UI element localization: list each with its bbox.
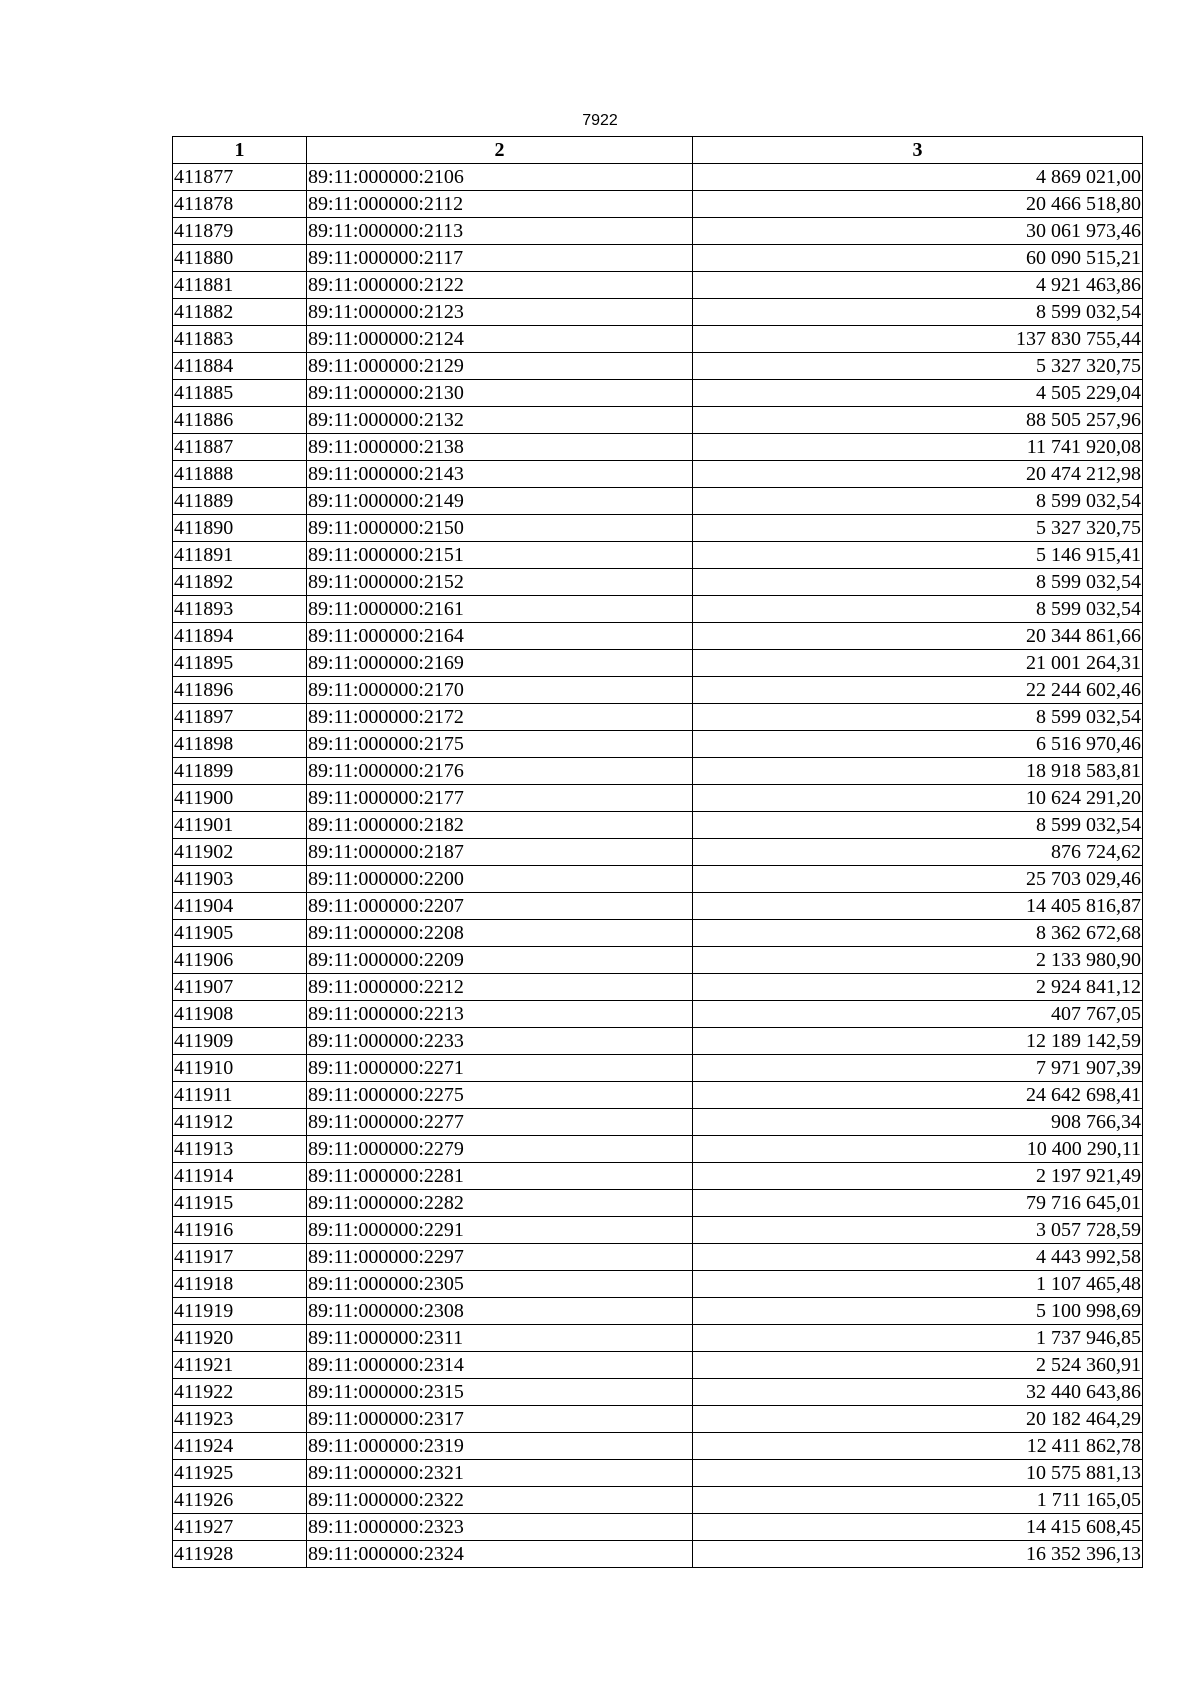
table-row — [173, 1136, 1143, 1163]
cadastral-number-cell: 89:11:000000:2151 — [307, 542, 693, 569]
row-number-cell: 411891 — [173, 542, 307, 569]
cadastral-number-cell: 89:11:000000:2315 — [307, 1379, 693, 1406]
cadastral-number-cell: 89:11:000000:2271 — [307, 1055, 693, 1082]
value-cell: 20 474 212,98 — [693, 461, 1143, 488]
value-cell: 24 642 698,41 — [693, 1082, 1143, 1109]
value-cell: 25 703 029,46 — [693, 866, 1143, 893]
row-number-cell: 411922 — [173, 1379, 307, 1406]
row-number-cell: 411920 — [173, 1325, 307, 1352]
value-cell: 10 624 291,20 — [693, 785, 1143, 812]
row-number-cell: 411919 — [173, 1298, 307, 1325]
value-cell: 5 327 320,75 — [693, 353, 1143, 380]
value-cell: 10 400 290,11 — [693, 1136, 1143, 1163]
value-cell: 1 711 165,05 — [693, 1487, 1143, 1514]
value-cell: 1 737 946,85 — [693, 1325, 1143, 1352]
cadastral-number-cell: 89:11:000000:2177 — [307, 785, 693, 812]
row-number-cell: 411900 — [173, 785, 307, 812]
cadastral-number-cell: 89:11:000000:2321 — [307, 1460, 693, 1487]
row-number-cell: 411892 — [173, 569, 307, 596]
table-row — [173, 515, 1143, 542]
table-row — [173, 407, 1143, 434]
row-number-cell: 411907 — [173, 974, 307, 1001]
row-number-cell: 411926 — [173, 1487, 307, 1514]
value-cell: 20 344 861,66 — [693, 623, 1143, 650]
table-row — [173, 1190, 1143, 1217]
table-row — [173, 1298, 1143, 1325]
value-cell: 21 001 264,31 — [693, 650, 1143, 677]
table-row — [173, 839, 1143, 866]
table-row — [173, 866, 1143, 893]
cadastral-number-cell: 89:11:000000:2311 — [307, 1325, 693, 1352]
row-number-cell: 411893 — [173, 596, 307, 623]
table-row — [173, 974, 1143, 1001]
cadastral-number-cell: 89:11:000000:2322 — [307, 1487, 693, 1514]
table-row — [173, 812, 1143, 839]
value-cell: 8 599 032,54 — [693, 569, 1143, 596]
value-cell: 407 767,05 — [693, 1001, 1143, 1028]
table-row — [173, 1406, 1143, 1433]
table-row — [173, 1082, 1143, 1109]
header-row — [173, 137, 1143, 164]
row-number-cell: 411881 — [173, 272, 307, 299]
table-row — [173, 461, 1143, 488]
cadastral-number-cell: 89:11:000000:2308 — [307, 1298, 693, 1325]
table-row — [173, 920, 1143, 947]
value-cell: 8 599 032,54 — [693, 704, 1143, 731]
value-cell: 14 415 608,45 — [693, 1514, 1143, 1541]
cadastral-number-cell: 89:11:000000:2130 — [307, 380, 693, 407]
value-cell: 16 352 396,13 — [693, 1541, 1143, 1568]
row-number-cell: 411911 — [173, 1082, 307, 1109]
value-cell: 10 575 881,13 — [693, 1460, 1143, 1487]
row-number-cell: 411928 — [173, 1541, 307, 1568]
value-cell: 14 405 816,87 — [693, 893, 1143, 920]
cadastral-number-cell: 89:11:000000:2297 — [307, 1244, 693, 1271]
cadastral-number-cell: 89:11:000000:2187 — [307, 839, 693, 866]
table-row — [173, 1244, 1143, 1271]
table-row — [173, 434, 1143, 461]
row-number-cell: 411910 — [173, 1055, 307, 1082]
cadastral-number-cell: 89:11:000000:2291 — [307, 1217, 693, 1244]
column-header-2: 2 — [307, 137, 693, 164]
value-cell: 8 599 032,54 — [693, 812, 1143, 839]
row-number-cell: 411905 — [173, 920, 307, 947]
table-row — [173, 1028, 1143, 1055]
column-header-1: 1 — [173, 137, 307, 164]
cadastral-number-cell: 89:11:000000:2122 — [307, 272, 693, 299]
row-number-cell: 411917 — [173, 1244, 307, 1271]
value-cell: 30 061 973,46 — [693, 218, 1143, 245]
value-cell: 4 443 992,58 — [693, 1244, 1143, 1271]
row-number-cell: 411887 — [173, 434, 307, 461]
value-cell: 2 924 841,12 — [693, 974, 1143, 1001]
row-number-cell: 411878 — [173, 191, 307, 218]
cadastral-number-cell: 89:11:000000:2124 — [307, 326, 693, 353]
table-row — [173, 947, 1143, 974]
table-row — [173, 1433, 1143, 1460]
value-cell: 12 411 862,78 — [693, 1433, 1143, 1460]
row-number-cell: 411906 — [173, 947, 307, 974]
row-number-cell: 411915 — [173, 1190, 307, 1217]
row-number-cell: 411894 — [173, 623, 307, 650]
row-number-cell: 411921 — [173, 1352, 307, 1379]
table-row — [173, 1055, 1143, 1082]
table-row — [173, 785, 1143, 812]
cadastral-number-cell: 89:11:000000:2164 — [307, 623, 693, 650]
cadastral-number-cell: 89:11:000000:2170 — [307, 677, 693, 704]
table-row — [173, 1352, 1143, 1379]
table-body — [173, 164, 1143, 1568]
value-cell: 22 244 602,46 — [693, 677, 1143, 704]
cadastral-number-cell: 89:11:000000:2169 — [307, 650, 693, 677]
table-row — [173, 488, 1143, 515]
table-row — [173, 1379, 1143, 1406]
cadastral-number-cell: 89:11:000000:2152 — [307, 569, 693, 596]
table-row — [173, 542, 1143, 569]
value-cell: 1 107 465,48 — [693, 1271, 1143, 1298]
row-number-cell: 411888 — [173, 461, 307, 488]
value-cell: 2 524 360,91 — [693, 1352, 1143, 1379]
registry-table — [172, 136, 1143, 1568]
cadastral-number-cell: 89:11:000000:2175 — [307, 731, 693, 758]
row-number-cell: 411882 — [173, 299, 307, 326]
value-cell: 18 918 583,81 — [693, 758, 1143, 785]
table-row — [173, 218, 1143, 245]
cadastral-number-cell: 89:11:000000:2233 — [307, 1028, 693, 1055]
value-cell: 4 869 021,00 — [693, 164, 1143, 191]
cadastral-number-cell: 89:11:000000:2323 — [307, 1514, 693, 1541]
row-number-cell: 411884 — [173, 353, 307, 380]
cadastral-number-cell: 89:11:000000:2132 — [307, 407, 693, 434]
cadastral-number-cell: 89:11:000000:2129 — [307, 353, 693, 380]
cadastral-number-cell: 89:11:000000:2319 — [307, 1433, 693, 1460]
cadastral-number-cell: 89:11:000000:2138 — [307, 434, 693, 461]
value-cell: 32 440 643,86 — [693, 1379, 1143, 1406]
table-row — [173, 245, 1143, 272]
row-number-cell: 411914 — [173, 1163, 307, 1190]
row-number-cell: 411902 — [173, 839, 307, 866]
value-cell: 88 505 257,96 — [693, 407, 1143, 434]
table-row — [173, 623, 1143, 650]
cadastral-number-cell: 89:11:000000:2176 — [307, 758, 693, 785]
cadastral-number-cell: 89:11:000000:2213 — [307, 1001, 693, 1028]
value-cell: 876 724,62 — [693, 839, 1143, 866]
row-number-cell: 411899 — [173, 758, 307, 785]
value-cell: 11 741 920,08 — [693, 434, 1143, 461]
row-number-cell: 411909 — [173, 1028, 307, 1055]
table-row — [173, 299, 1143, 326]
table-row — [173, 272, 1143, 299]
row-number-cell: 411918 — [173, 1271, 307, 1298]
table-row — [173, 1271, 1143, 1298]
value-cell: 4 505 229,04 — [693, 380, 1143, 407]
value-cell: 6 516 970,46 — [693, 731, 1143, 758]
table-row — [173, 569, 1143, 596]
row-number-cell: 411903 — [173, 866, 307, 893]
row-number-cell: 411880 — [173, 245, 307, 272]
value-cell: 8 599 032,54 — [693, 299, 1143, 326]
value-cell: 5 100 998,69 — [693, 1298, 1143, 1325]
row-number-cell: 411889 — [173, 488, 307, 515]
value-cell: 12 189 142,59 — [693, 1028, 1143, 1055]
value-cell: 5 146 915,41 — [693, 542, 1143, 569]
cadastral-number-cell: 89:11:000000:2112 — [307, 191, 693, 218]
cadastral-number-cell: 89:11:000000:2208 — [307, 920, 693, 947]
table-row — [173, 353, 1143, 380]
value-cell: 2 197 921,49 — [693, 1163, 1143, 1190]
row-number-cell: 411916 — [173, 1217, 307, 1244]
row-number-cell: 411925 — [173, 1460, 307, 1487]
table-row — [173, 758, 1143, 785]
table-row — [173, 1001, 1143, 1028]
table-row — [173, 1217, 1143, 1244]
table-row — [173, 893, 1143, 920]
row-number-cell: 411927 — [173, 1514, 307, 1541]
table-row — [173, 1460, 1143, 1487]
row-number-cell: 411898 — [173, 731, 307, 758]
cadastral-number-cell: 89:11:000000:2209 — [307, 947, 693, 974]
table-row — [173, 191, 1143, 218]
table-row — [173, 596, 1143, 623]
cadastral-number-cell: 89:11:000000:2324 — [307, 1541, 693, 1568]
value-cell: 2 133 980,90 — [693, 947, 1143, 974]
cadastral-number-cell: 89:11:000000:2161 — [307, 596, 693, 623]
table-row — [173, 1514, 1143, 1541]
value-cell: 8 362 672,68 — [693, 920, 1143, 947]
cadastral-number-cell: 89:11:000000:2149 — [307, 488, 693, 515]
cadastral-number-cell: 89:11:000000:2281 — [307, 1163, 693, 1190]
cadastral-number-cell: 89:11:000000:2143 — [307, 461, 693, 488]
row-number-cell: 411886 — [173, 407, 307, 434]
cadastral-number-cell: 89:11:000000:2275 — [307, 1082, 693, 1109]
row-number-cell: 411924 — [173, 1433, 307, 1460]
cadastral-number-cell: 89:11:000000:2282 — [307, 1190, 693, 1217]
cadastral-number-cell: 89:11:000000:2172 — [307, 704, 693, 731]
row-number-cell: 411896 — [173, 677, 307, 704]
cadastral-number-cell: 89:11:000000:2123 — [307, 299, 693, 326]
row-number-cell: 411908 — [173, 1001, 307, 1028]
value-cell: 137 830 755,44 — [693, 326, 1143, 353]
cadastral-number-cell: 89:11:000000:2305 — [307, 1271, 693, 1298]
cadastral-number-cell: 89:11:000000:2212 — [307, 974, 693, 1001]
table-row — [173, 1487, 1143, 1514]
cadastral-number-cell: 89:11:000000:2113 — [307, 218, 693, 245]
cadastral-number-cell: 89:11:000000:2317 — [307, 1406, 693, 1433]
cadastral-number-cell: 89:11:000000:2150 — [307, 515, 693, 542]
value-cell: 20 182 464,29 — [693, 1406, 1143, 1433]
row-number-cell: 411912 — [173, 1109, 307, 1136]
cadastral-number-cell: 89:11:000000:2200 — [307, 866, 693, 893]
table-row — [173, 326, 1143, 353]
value-cell: 7 971 907,39 — [693, 1055, 1143, 1082]
value-cell: 908 766,34 — [693, 1109, 1143, 1136]
row-number-cell: 411877 — [173, 164, 307, 191]
table-row — [173, 164, 1143, 191]
cadastral-number-cell: 89:11:000000:2207 — [307, 893, 693, 920]
table-row — [173, 1163, 1143, 1190]
row-number-cell: 411901 — [173, 812, 307, 839]
table-row — [173, 650, 1143, 677]
table-header — [173, 137, 1143, 164]
cadastral-number-cell: 89:11:000000:2314 — [307, 1352, 693, 1379]
table-row — [173, 731, 1143, 758]
cadastral-number-cell: 89:11:000000:2117 — [307, 245, 693, 272]
value-cell: 8 599 032,54 — [693, 488, 1143, 515]
cadastral-number-cell: 89:11:000000:2279 — [307, 1136, 693, 1163]
row-number-cell: 411879 — [173, 218, 307, 245]
page-number: 7922 — [582, 112, 618, 129]
row-number-cell: 411904 — [173, 893, 307, 920]
row-number-cell: 411890 — [173, 515, 307, 542]
value-cell: 79 716 645,01 — [693, 1190, 1143, 1217]
value-cell: 20 466 518,80 — [693, 191, 1143, 218]
value-cell: 8 599 032,54 — [693, 596, 1143, 623]
row-number-cell: 411913 — [173, 1136, 307, 1163]
row-number-cell: 411883 — [173, 326, 307, 353]
value-cell: 60 090 515,21 — [693, 245, 1143, 272]
table-row — [173, 1109, 1143, 1136]
value-cell: 3 057 728,59 — [693, 1217, 1143, 1244]
value-cell: 4 921 463,86 — [693, 272, 1143, 299]
table-row — [173, 677, 1143, 704]
cadastral-number-cell: 89:11:000000:2182 — [307, 812, 693, 839]
value-cell: 5 327 320,75 — [693, 515, 1143, 542]
column-header-3: 3 — [693, 137, 1143, 164]
row-number-cell: 411897 — [173, 704, 307, 731]
row-number-cell: 411923 — [173, 1406, 307, 1433]
row-number-cell: 411885 — [173, 380, 307, 407]
row-number-cell: 411895 — [173, 650, 307, 677]
table-row — [173, 1325, 1143, 1352]
table-row — [173, 1541, 1143, 1568]
table-row — [173, 380, 1143, 407]
table-row — [173, 704, 1143, 731]
cadastral-number-cell: 89:11:000000:2106 — [307, 164, 693, 191]
cadastral-number-cell: 89:11:000000:2277 — [307, 1109, 693, 1136]
